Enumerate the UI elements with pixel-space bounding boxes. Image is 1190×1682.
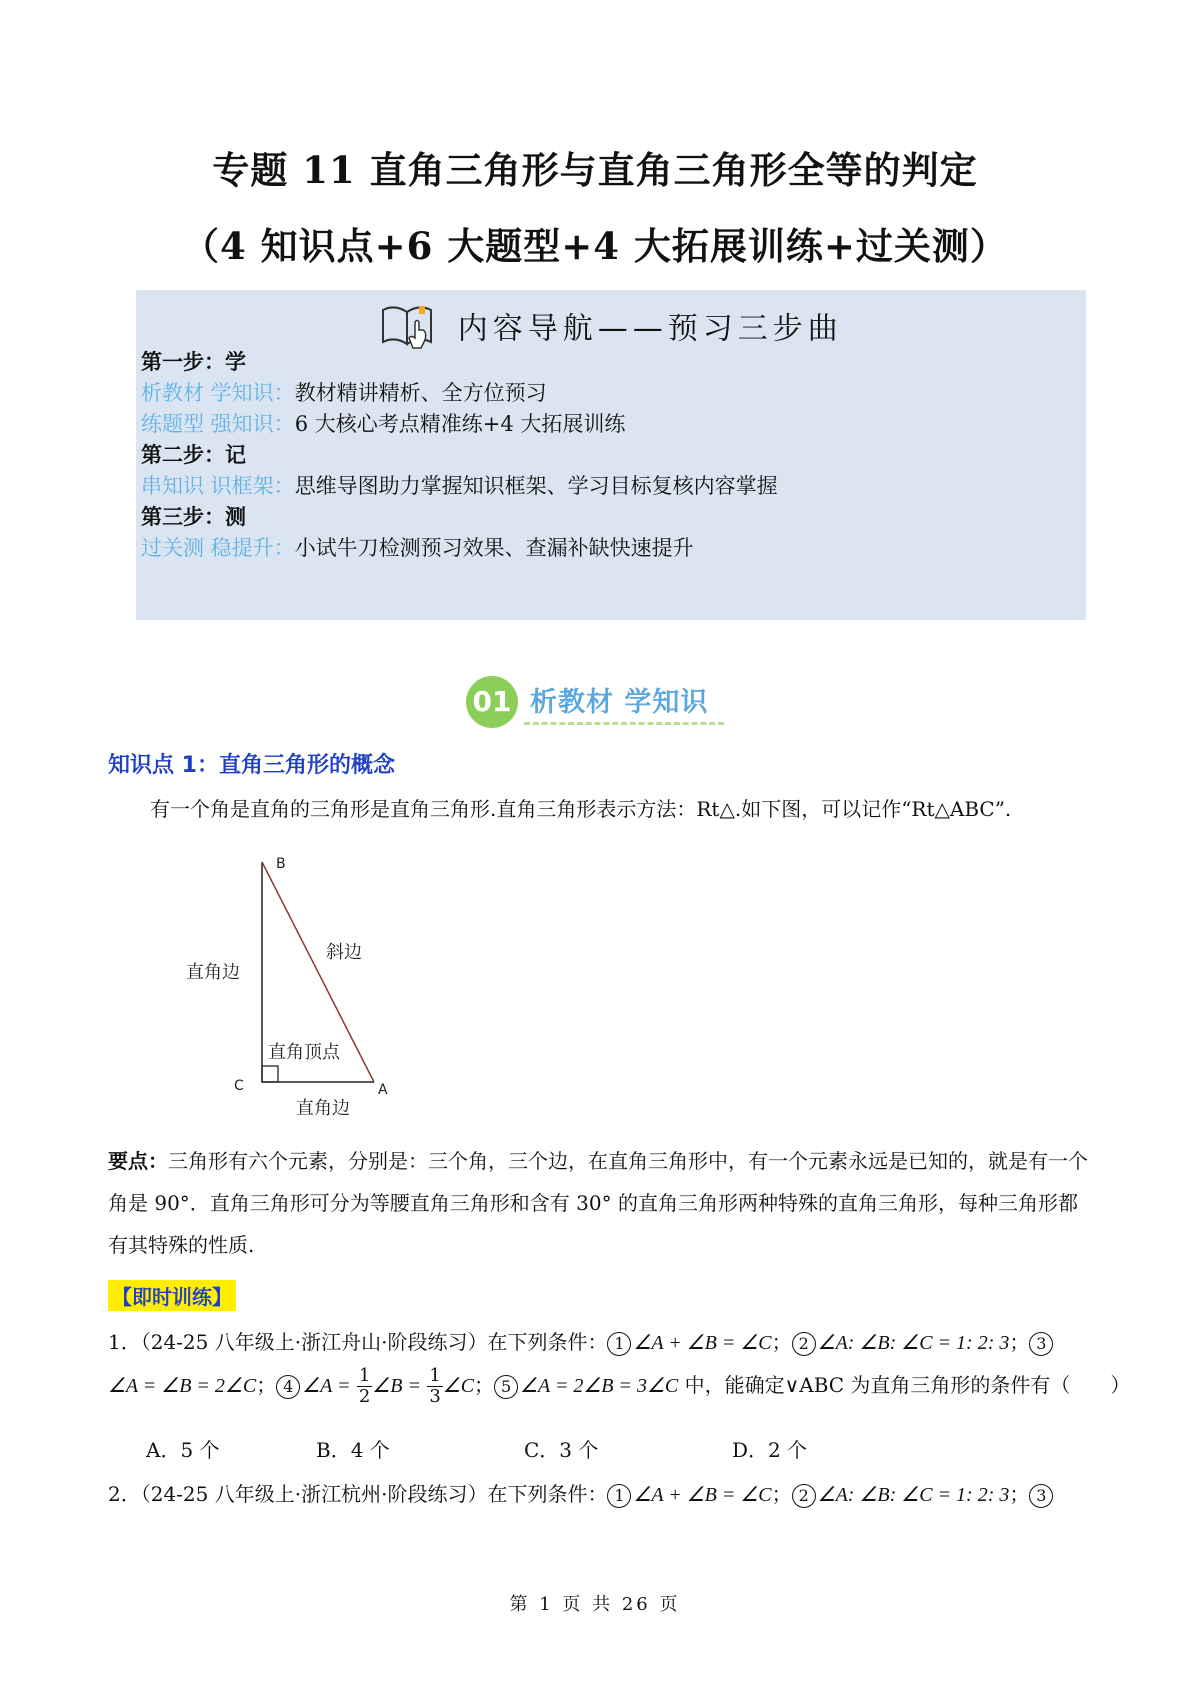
nav-line-2: 练题型 强知识：6 大核心考点精准练+4 大拓展训练 — [141, 412, 626, 436]
step1-title: 第一步：学 — [141, 350, 246, 374]
right-angle-mark — [262, 1066, 278, 1082]
nav-line-1: 析教材 学知识：教材精讲精析、全方位预习 — [141, 381, 547, 405]
nav-line-4: 过关测 稳提升：小试牛刀检测预习效果、查漏补缺快速提升 — [141, 536, 694, 560]
vertex-c-label: C — [234, 1078, 244, 1094]
practice-tag: 【即时训练】 — [108, 1280, 236, 1311]
page-title: 专题 11 直角三角形与直角三角形全等的判定 — [212, 148, 978, 192]
question-1-line-2: ∠A = ∠B = 2∠C； 4 ∠A = $\frac{1}{2}$ ∠B = $\frac{1}{3}$ ∠C； 5 ∠A = 2∠B = 3∠C 中，能确定∨ABC 为直角三角形的条件有（ ） — [108, 1365, 1131, 1407]
page-subtitle: （4 知识点+6 大题型+4 大拓展训练+过关测） — [182, 224, 1008, 268]
step3-title: 第三步：测 — [141, 505, 246, 529]
option-d: D．2 个 — [732, 1438, 808, 1462]
option-b: B．4 个 — [316, 1438, 390, 1462]
horizontal-leg-label: 直角边 — [296, 1098, 350, 1119]
knowledge-point-title: 知识点 1：直角三角形的概念 — [108, 753, 395, 778]
page-footer: 第 1 页 共 26 页 — [509, 1594, 681, 1615]
option-c: C．3 个 — [524, 1438, 599, 1462]
knowledge-point-text: 有一个角是直角的三角形是直角三角形.直角三角形表示方法：Rt△.如下图，可以记作“Rt△ABC”. — [150, 797, 1012, 821]
content-navigation-box — [136, 290, 1086, 620]
nav-heading: 内容导航——预习三步曲 — [136, 300, 1086, 360]
vertex-b-label: B — [276, 856, 286, 872]
vertical-leg-label: 直角边 — [186, 962, 240, 983]
right-vertex-label: 直角顶点 — [268, 1042, 340, 1063]
book-hand-icon — [379, 300, 439, 360]
question-1-line-1: 1．（24-25 八年级上·浙江舟山·阶段练习）在下列条件： 1 ∠A + ∠B = ∠C； 2 ∠A: ∠B: ∠C = 1: 2: 3； 3 — [108, 1326, 1098, 1356]
nav-line-3: 串知识 识框架：思维导图助力掌握知识框架、学习目标复核内容掌握 — [141, 474, 778, 498]
vertex-a-label: A — [378, 1082, 388, 1098]
section-underline — [524, 722, 724, 725]
right-triangle-diagram — [180, 850, 400, 1130]
section-number: 01 — [466, 676, 518, 728]
option-a: A．5 个 — [146, 1438, 220, 1462]
step2-title: 第二步：记 — [141, 443, 246, 467]
key-point-paragraph: 要点：三角形有六个元素，分别是：三个角，三个边，在直角三角形中，有一个元素永远是已知的，就是有一个角是 90°．直角三角形可分为等腰直角三角形和含有 30° 的直角三角形两种特殊的直角三角形，每种三角形都有其特殊的性质. — [108, 1149, 1088, 1257]
section-badge — [466, 674, 726, 730]
hypotenuse-label: 斜边 — [326, 942, 362, 963]
section-title: 析教材 学知识 — [530, 687, 709, 718]
question-2-line-1: 2．（24-25 八年级上·浙江杭州·阶段练习）在下列条件： 1 ∠A + ∠B = ∠C； 2 ∠A: ∠B: ∠C = 1: 2: 3； 3 — [108, 1478, 1098, 1508]
